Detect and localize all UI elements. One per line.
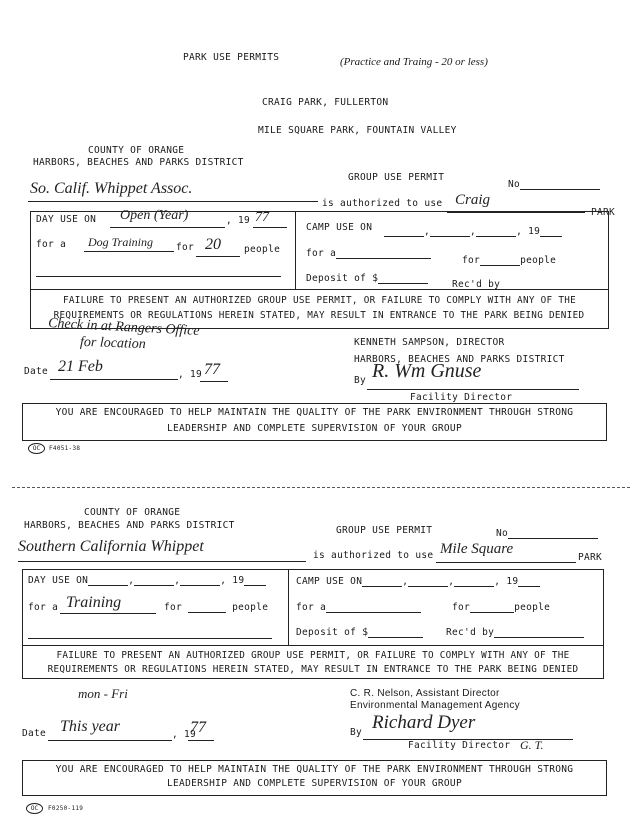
camp-people-label: for people <box>452 602 551 613</box>
handwritten-note-line1: Check in at Rangers Office <box>47 316 200 339</box>
permit-number-label: No <box>508 179 600 190</box>
date-year: 77 <box>204 361 220 378</box>
date-year-prefix: , 19 <box>172 729 197 740</box>
county-seal-icon: OC <box>26 803 43 814</box>
purpose-value: Dog Training <box>88 235 154 249</box>
park-name-mile-square: MILE SQUARE PARK, FOUNTAIN VALLEY <box>258 125 457 136</box>
director-agency: Environmental Management Agency <box>350 700 520 711</box>
day-use-label: DAY USE ON , , , 19 <box>28 575 266 586</box>
form-number: F4051-38 <box>49 445 81 452</box>
group-name: Southern California Whippet <box>18 538 204 555</box>
camp-use-label: CAMP USE ON <box>306 222 373 233</box>
for-a-label: for a <box>36 239 67 250</box>
camp-people-label: for people <box>462 255 557 266</box>
camp-for-a-label: for a <box>296 602 421 613</box>
park-name-craig: CRAIG PARK, FULLERTON <box>262 97 389 108</box>
encouragement-line2: LEADERSHIP AND COMPLETE SUPERVISION OF YOUR GROUP <box>167 423 462 434</box>
people-label: people <box>244 244 281 255</box>
encouragement-line1: YOU ARE ENCOURAGED TO HELP MAINTAIN THE QUALITY OF THE PARK ENVIRONMENT THROUGH STRONG <box>55 764 574 775</box>
county-seal-icon: OC <box>28 443 45 454</box>
date-value: This year <box>60 718 120 735</box>
cut-line <box>12 487 630 488</box>
document-title: PARK USE PERMITS <box>183 52 280 63</box>
district-label: HARBORS, BEACHES AND PARKS DISTRICT <box>24 520 235 531</box>
authorized-label: is authorized to use <box>313 550 434 561</box>
facility-director-label: Facility Director <box>410 392 513 403</box>
group-name: So. Calif. Whippet Assoc. <box>30 180 193 197</box>
document-note: (Practice and Traing - 20 or less) <box>340 56 488 68</box>
for-people-label: for people <box>164 602 269 613</box>
deposit-label: Deposit of $ <box>296 627 423 638</box>
permit-number-label: No <box>496 528 598 539</box>
authorized-label: is authorized to use <box>322 198 443 209</box>
director-name: KENNETH SAMPSON, DIRECTOR <box>354 337 505 348</box>
group-permit-label: GROUP USE PERMIT <box>336 525 433 536</box>
handwritten-initials: G. T. <box>520 738 544 752</box>
day-use-label: DAY USE ON <box>36 214 97 225</box>
director-name: C. R. Nelson, Assistant Director <box>350 688 500 699</box>
recd-by-label: Rec'd by <box>446 627 584 638</box>
failure-notice-line1: FAILURE TO PRESENT AN AUTHORIZED GROUP USE PERMIT, OR FAILURE TO COMPLY WITH ANY OF THE <box>56 650 570 661</box>
county-label: COUNTY OF ORANGE <box>84 507 181 518</box>
day-use-year-prefix: , 19 <box>226 215 251 226</box>
park-name: Craig <box>455 192 491 208</box>
facility-director-label: Facility Director <box>408 740 511 751</box>
by-label: By <box>350 727 363 738</box>
recd-by-label: Rec'd by <box>452 279 580 290</box>
camp-use-date-blanks: , , , 19 <box>384 226 562 237</box>
park-label: PARK <box>578 552 603 563</box>
camp-for-a-label: for a <box>306 248 431 259</box>
deposit-label: Deposit of $ <box>306 273 428 284</box>
director-district: HARBORS, BEACHES AND PARKS DISTRICT <box>354 354 565 365</box>
failure-notice-line2: REQUIREMENTS OR REGULATIONS HEREIN STATED, MAY RESULT IN ENTRANCE TO THE PARK BEING DENIED <box>47 664 579 675</box>
for-label: for <box>176 242 195 253</box>
camp-use-label: CAMP USE ON , , , 19 <box>296 576 540 587</box>
date-value: 21 Feb <box>58 358 103 375</box>
failure-notice-line1: FAILURE TO PRESENT AN AUTHORIZED GROUP USE PERMIT, OR FAILURE TO COMPLY WITH ANY OF THE <box>62 295 577 306</box>
people-count: 20 <box>205 236 221 253</box>
date-label: Date <box>24 366 49 377</box>
district-label: HARBORS, BEACHES AND PARKS DISTRICT <box>33 157 244 168</box>
purpose-value: Training <box>66 594 122 611</box>
by-label: By <box>354 375 367 386</box>
county-label: COUNTY OF ORANGE <box>88 145 185 156</box>
director-signature: R. Wm Gnuse <box>372 360 482 382</box>
park-name: Mile Square <box>440 541 514 557</box>
director-signature: Richard Dyer <box>372 712 476 733</box>
day-use-year: 77 <box>255 210 269 225</box>
encouragement-line1: YOU ARE ENCOURAGED TO HELP MAINTAIN THE QUALITY OF THE PARK ENVIRONMENT THROUGH STRONG <box>55 407 574 418</box>
form-number: F0250-119 <box>48 805 84 812</box>
date-year: 77 <box>190 719 206 736</box>
day-use-value: Open (Year) <box>120 208 189 223</box>
group-permit-label: GROUP USE PERMIT <box>348 172 445 183</box>
date-label: Date <box>22 728 47 739</box>
for-a-label: for a <box>28 602 59 613</box>
encouragement-line2: LEADERSHIP AND COMPLETE SUPERVISION OF YOUR GROUP <box>167 778 462 789</box>
date-year-prefix: , 19 <box>178 369 203 380</box>
park-label: PARK <box>591 207 616 218</box>
failure-notice-line2: REQUIREMENTS OR REGULATIONS HEREIN STATED, MAY RESULT IN ENTRANCE TO THE PARK BEING DENIED <box>53 310 585 321</box>
handwritten-days: mon - Fri <box>78 686 128 701</box>
handwritten-note-line2: for location <box>79 334 146 353</box>
